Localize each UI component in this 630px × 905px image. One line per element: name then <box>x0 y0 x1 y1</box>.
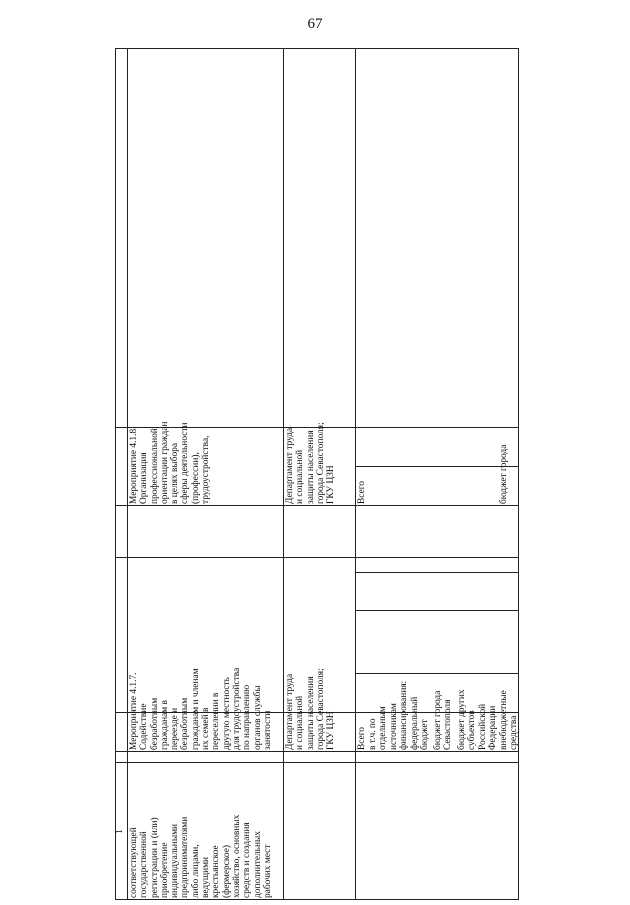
source-extrabudget: внебюджетные средства <box>499 690 520 750</box>
source-city-cut: бюджет города <box>499 444 509 504</box>
cell-event-4-1-7: Мероприятие 4.1.7. Содействие безработным гражданам в переезде и безработным гражданам и членам их семей в переселении в другую местность для трудоустройства по направлению органов службы занятости <box>129 667 273 750</box>
table-line <box>115 505 519 506</box>
table-line <box>115 762 519 763</box>
cell-event-4-1-8: Мероприятие 4.1.8. Организация профессиональной ориентации граждан в целях выбора сферы деятельности (профессии), трудоустройства, <box>129 421 212 504</box>
table-line <box>115 557 519 558</box>
table-line <box>115 899 519 900</box>
cell-col1-continued: соответствующей государственной регистрации и (или) приобретение индивидуальными предпринимателями либо лицами, ведущими крестьянское (фермерское) хозяйство, основных средств и создания дополнительных рабочих мест <box>129 814 273 898</box>
page-number: 67 <box>307 16 323 32</box>
table-line <box>355 610 519 611</box>
source-other-subjects: бюджет других субъектов Российской Федерации <box>457 689 498 750</box>
table-line <box>115 751 519 752</box>
table-line <box>355 572 519 573</box>
col-header-1: 1 <box>115 829 125 834</box>
cell-executor-4-1-7: Департамент труда и социальной защиты населения города Севастополя; ГКУ ЦЗН <box>285 668 337 750</box>
source-total-4-1-8: Всего <box>357 481 367 504</box>
table-line <box>355 466 519 467</box>
budget-table <box>115 48 519 900</box>
cell-executor-4-1-8: Департамент труда и социальной защиты населения города Севастополя; ГКУ ЦЗН <box>285 422 337 504</box>
source-by-sources: в т.ч. по отдельным источникам финансирования: <box>368 680 409 750</box>
source-total: Всего <box>357 727 367 750</box>
table-line <box>355 673 519 674</box>
table-line <box>115 48 519 49</box>
source-federal: федеральный бюджет <box>410 696 431 750</box>
source-city: бюджет города Севастополя <box>433 690 454 750</box>
table-line <box>355 48 356 900</box>
table-line <box>127 48 128 900</box>
rotated-table-wrapper <box>115 48 519 900</box>
table-line <box>283 48 284 900</box>
table-line <box>518 48 519 900</box>
